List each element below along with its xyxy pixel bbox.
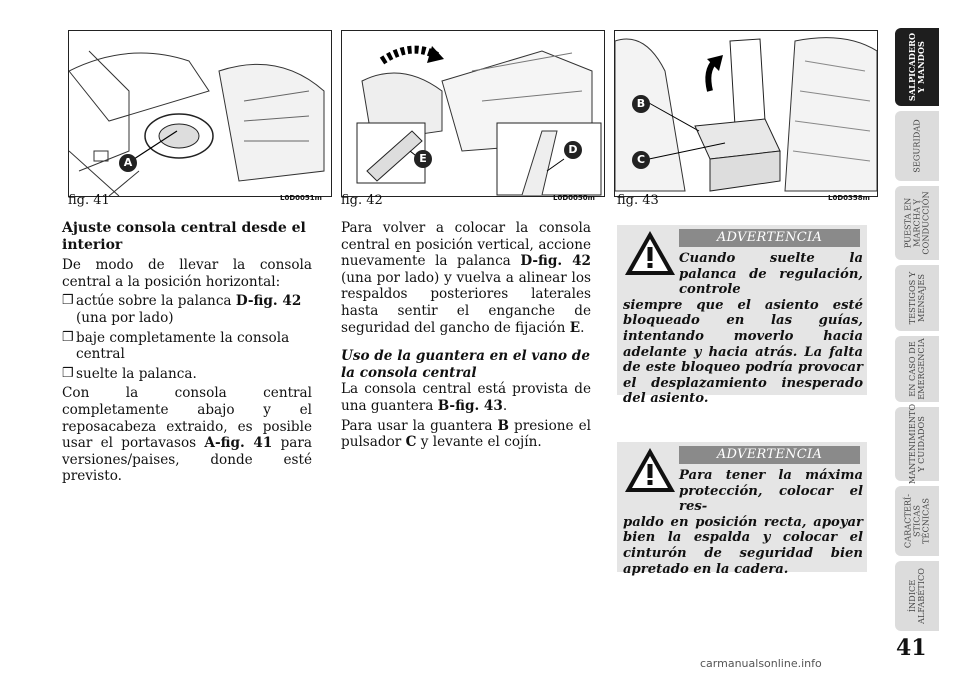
callout-c: C — [632, 151, 650, 169]
callout-e: E — [414, 150, 432, 168]
bullet-icon: ❒ — [62, 293, 74, 309]
bullet-text: baje completamente la consola central — [76, 329, 290, 363]
bullet-ref: D-fig. 42 — [235, 293, 302, 310]
warning-title: ADVERTENCIA — [679, 229, 860, 247]
column-2 — [341, 220, 591, 454]
bullet-icon: ❒ — [62, 365, 74, 381]
tab-salpicadero[interactable]: SALPICADERO Y MANDOS — [895, 28, 939, 106]
warning-text: Cuando suelte la palanca de regulación, controle siempre que el asiento esté bloqueado en las guías, intentando moverlo hacia adelante y hacia atrás. La falta de este bloqueo podría provocar el desplazamiento inesperado del asiento. — [623, 251, 863, 407]
figure-43-image — [614, 30, 878, 197]
paragraph: Para usar la guantera B presione el pulsador C y levante el cojín. — [341, 417, 591, 451]
tab-seguridad[interactable]: SEGURIDAD — [895, 111, 939, 181]
callout-b: B — [632, 95, 650, 113]
list-item — [62, 293, 312, 326]
paragraph: La consola central está provista de una guantera B-fig. 43. — [341, 381, 591, 414]
column-1 — [62, 220, 312, 488]
glovebox-illustration — [615, 31, 877, 196]
tab-emergencia[interactable]: EN CASO DE EMERGENCIA — [895, 336, 939, 402]
figure-code: L0D0051m — [280, 194, 322, 202]
section-heading: Ajuste consola central desde el interior — [62, 220, 306, 253]
tab-puesta-en-marcha[interactable]: PUESTA EN MARCHA Y CONDUCCIÓN — [895, 186, 939, 260]
tab-indice[interactable]: ÍNDICE ALFABÉTICO — [895, 561, 939, 631]
console-cupholder-illustration — [69, 31, 331, 196]
paragraph: Para volver a colocar la consola central en posición vertical, accione nuevamente la palanca D-fig. 42 (una por lado) y vuelva a alinear los respaldos posteriores laterales hasta sentir el enganche de seguridad del gancho de fijación E. — [341, 220, 591, 336]
tab-caracteristicas[interactable]: CARACTERÍ- STICAS TÉCNICAS — [895, 486, 939, 556]
console-lever-illustration — [342, 31, 604, 196]
warning-box — [617, 225, 867, 407]
page-number: 41 — [896, 635, 927, 661]
watermark: carmanualsonline.info — [700, 657, 822, 670]
warning-box — [617, 442, 867, 577]
figure-caption: fig. 41 — [68, 193, 110, 208]
callout-d: D — [564, 141, 582, 159]
bullet-text: actúe sobre la palanca — [76, 293, 236, 310]
tab-mantenimiento[interactable]: MANTENIMIENTO Y CUIDADOS — [895, 407, 939, 481]
figure-42-image — [341, 30, 605, 197]
bullet-text: suelte la palanca. — [76, 365, 197, 382]
subheading: Uso de la guantera en el vano de la consola central — [341, 348, 590, 381]
list-item — [62, 366, 312, 383]
bullet-icon: ❒ — [62, 329, 74, 345]
figure-code: L0D0050m — [553, 194, 595, 202]
paragraph: Con la consola central completamente abajo y el reposacabeza extraido, es posible usar el portavasos A-fig. 41 para versiones/paises, donde esté previsto. — [62, 385, 313, 485]
paragraph: De modo de llevar la consola central a la posición horizontal: — [62, 257, 312, 290]
list-item — [62, 330, 312, 363]
callout-a: A — [119, 154, 137, 172]
figure-caption: fig. 43 — [617, 193, 659, 208]
warning-text: Para tener la máxima protección, colocar el res- paldo en posición recta, apoyar bien la espalda y colocar el cinturón de seguridad bien apretado en la cadera. — [623, 468, 863, 577]
warning-title: ADVERTENCIA — [679, 446, 860, 464]
figure-caption: fig. 42 — [341, 193, 383, 208]
bullet-tail: (una por lado) — [76, 309, 174, 326]
figure-41-image — [68, 30, 332, 197]
tab-testigos[interactable]: TESTIGOS Y MENSAJES — [895, 265, 939, 331]
figure-code: L0D0358m — [828, 194, 870, 202]
